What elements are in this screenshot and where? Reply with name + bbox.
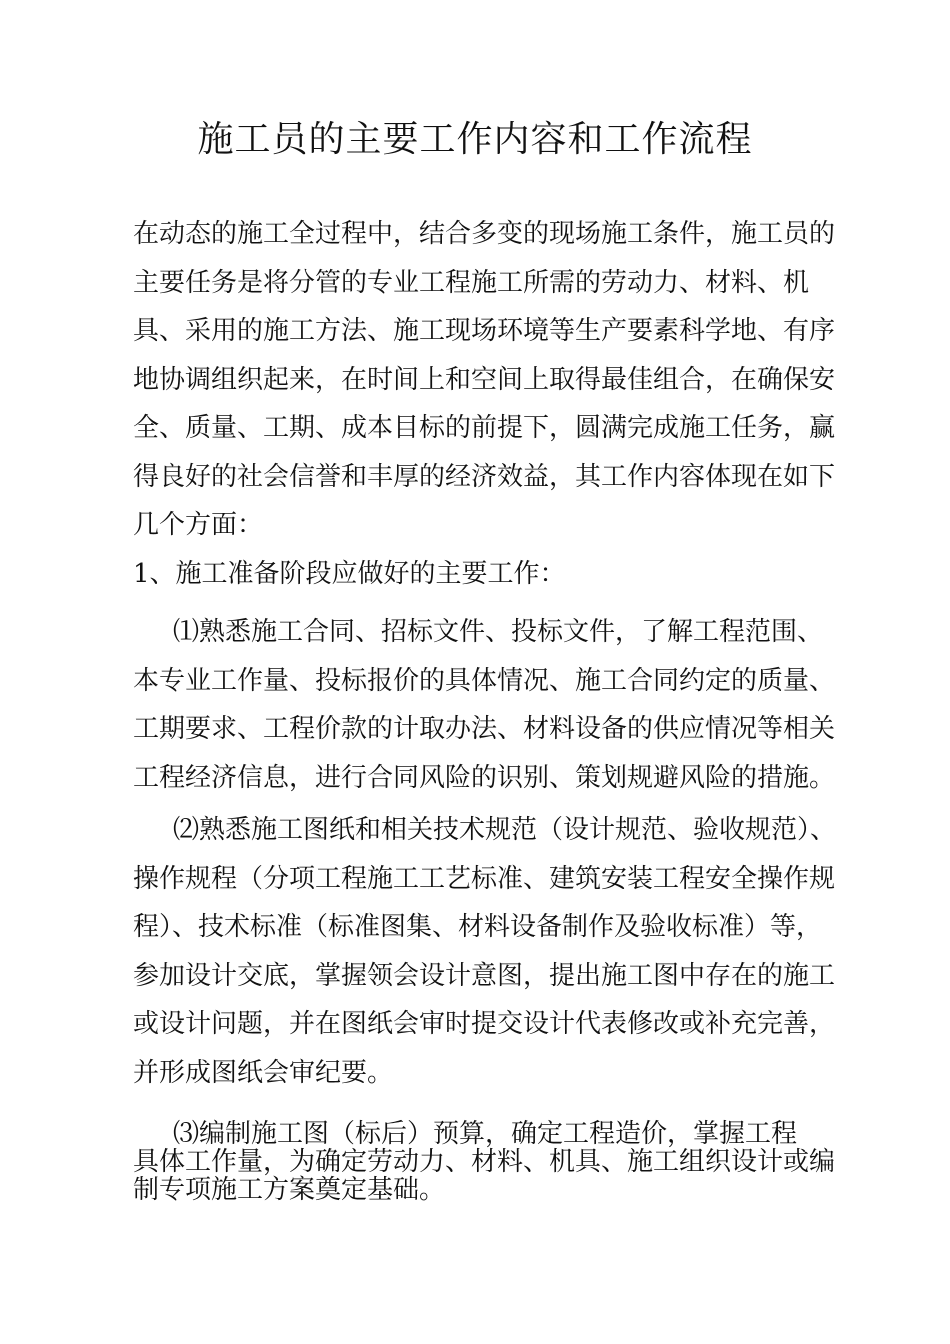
intro-paragraph: 在动态的施工全过程中，结合多变的现场施工条件，施工员的主要任务是将分管的专业工程施工所需的劳动力、材料、机具、采用的施工方法、施工现场环境等生产要素科学地、有序地协调组织起来，在时间上和空间上取得最佳组合，在确保安全、质量、工期、成本目标的前提下，圆满完成施工任务，赢得良好的社会信誉和丰厚的经济效益，其工作内容体现在如下几个方面： bbox=[133, 219, 836, 540]
item-1-paragraph: ⑴熟悉施工合同、招标文件、投标文件，了解工程范围、本专业工作量、投标报价的具体情况、施工合同约定的质量、工期要求、工程价款的计取办法、材料设备的供应情况等相关工程经济信息，进行合同风险的识别、策划规避风险的措施。 bbox=[133, 617, 836, 793]
item-3-line-2: 具体工作量，为确定劳动力、材料、机具、施工组织设计或编 bbox=[133, 1147, 836, 1177]
item-3-line-3: 制专项施工方案奠定基础。 bbox=[133, 1175, 446, 1205]
item-3-paragraph bbox=[133, 1120, 845, 1204]
item-2-paragraph: ⑵熟悉施工图纸和相关技术规范（设计规范、验收规范）、操作规程（分项工程施工工艺标准、建筑安装工程安全操作规程）、技术标准（标准图集、材料设备制作及验收标准）等，参加设计交底，掌握领会设计意图，提出施工图中存在的施工或设计问题，并在图纸会审时提交设计代表修改或补充完善，并形成图纸会审纪要。 bbox=[133, 815, 837, 1088]
item-3-line-1: ⑶编制施工图（标后）预算，确定工程造价，掌握工程 bbox=[173, 1119, 798, 1149]
document-title: 施工员的主要工作内容和工作流程 bbox=[197, 119, 753, 160]
section-heading-1: 1、施工准备阶段应做好的主要工作： bbox=[133, 559, 566, 589]
